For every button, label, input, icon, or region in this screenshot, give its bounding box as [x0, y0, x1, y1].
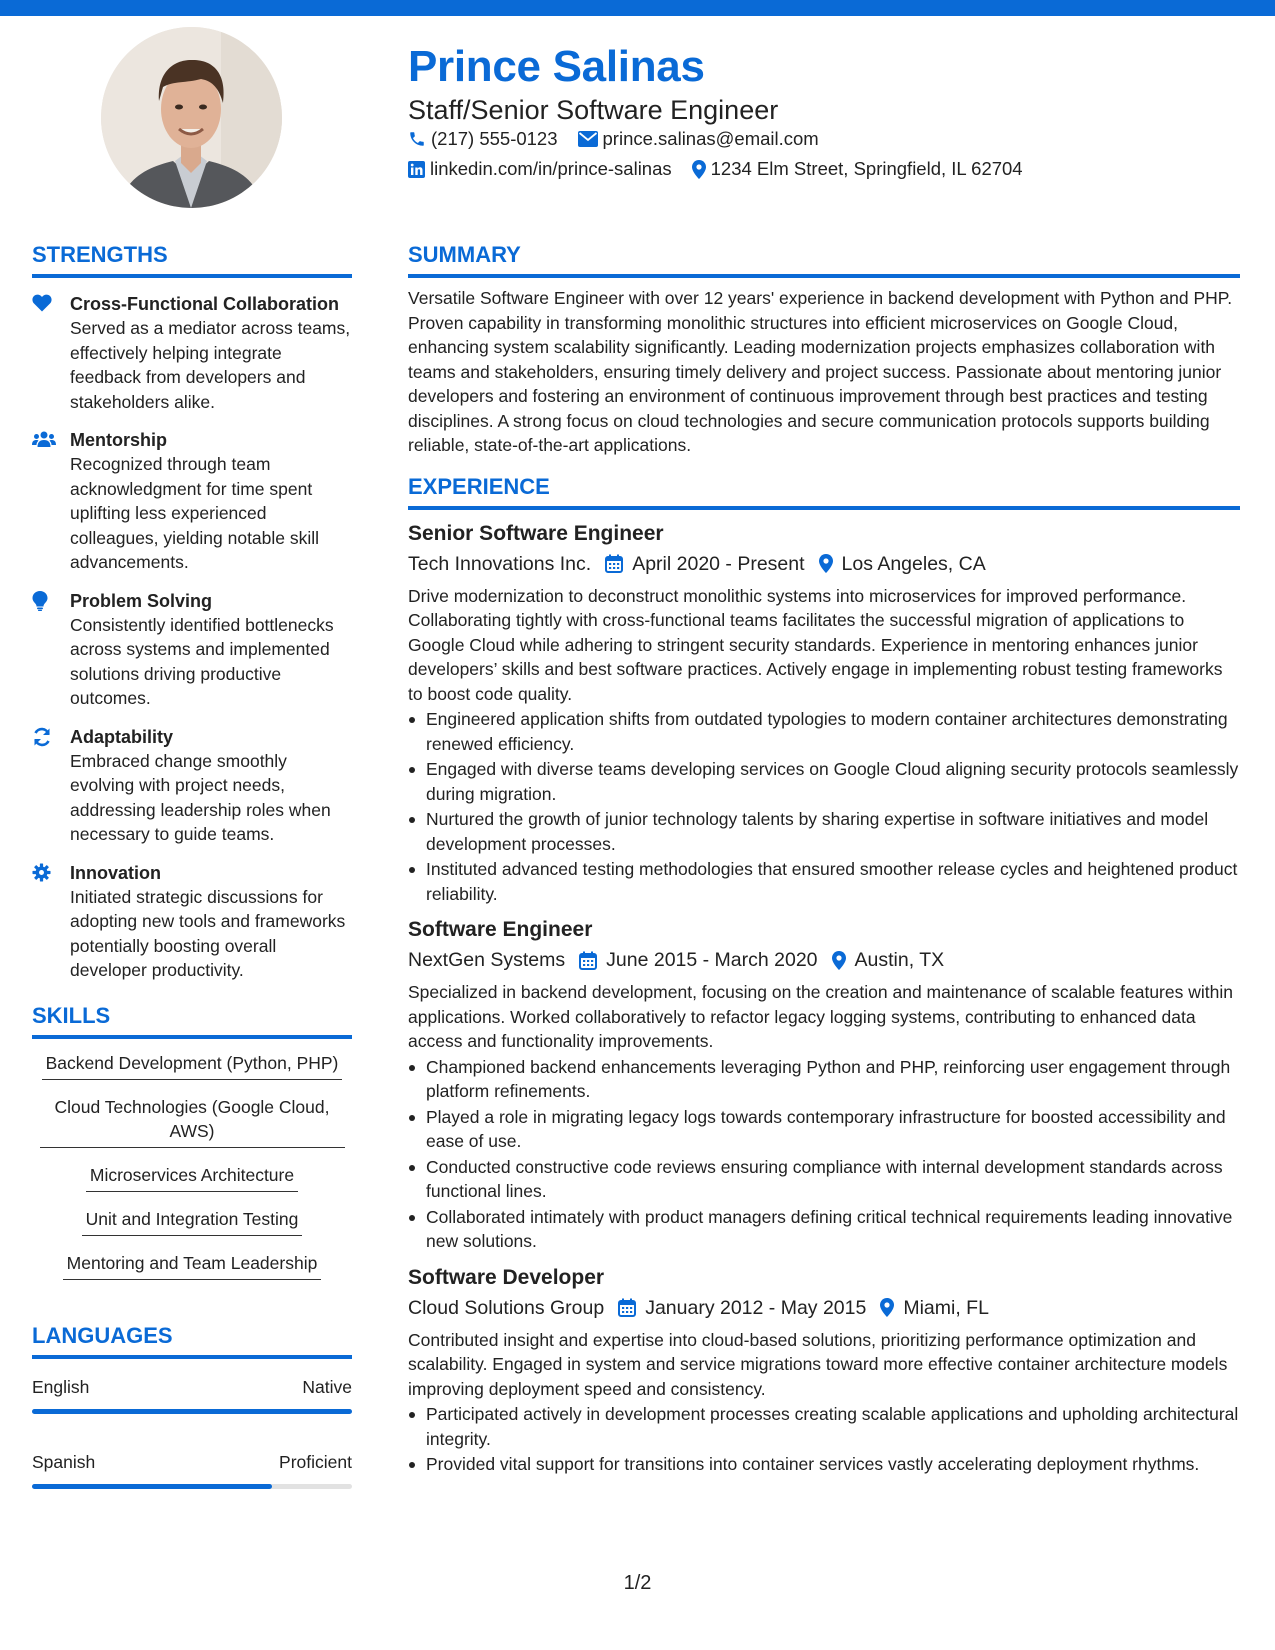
calendar-icon	[618, 1298, 636, 1317]
job-meta	[408, 944, 1240, 976]
job-location-wrap	[880, 1292, 989, 1324]
envelope-icon	[578, 131, 598, 147]
job-bullet: Engineered application shifts from outdated typologies to modern container architectures demonstrating renewed efficiency.	[408, 707, 1240, 756]
strength-item	[32, 589, 352, 711]
job-bullet: Conducted constructive code reviews ensuring compliance with internal development standards across functional lines.	[408, 1155, 1240, 1204]
experience-heading: EXPERIENCE	[408, 474, 1240, 510]
strengths-heading: STRENGTHS	[32, 242, 352, 278]
calendar-icon	[605, 554, 623, 573]
skill-item: Backend Development (Python, PHP)	[42, 1051, 343, 1080]
candidate-name: Prince Salinas	[408, 42, 705, 91]
top-accent-bar	[0, 0, 1275, 16]
language-name: Spanish	[32, 1451, 96, 1472]
heart-icon	[32, 294, 52, 312]
job-company: NextGen Systems	[408, 949, 566, 971]
strength-title: Innovation	[70, 862, 161, 883]
job-location-wrap	[819, 548, 986, 580]
language-bar-fill	[32, 1409, 352, 1414]
map-pin-icon	[880, 1298, 894, 1317]
phone-text: (217) 555-0123	[431, 128, 558, 149]
language-bar	[32, 1484, 352, 1489]
job-location: Miami, FL	[903, 1296, 989, 1319]
left-column	[32, 242, 352, 1525]
strength-item	[32, 725, 352, 847]
strength-desc: Recognized through team acknowledgment for time spent uplifting less experienced colleagues, yielding notable skill advancements.	[70, 454, 320, 572]
language-name: English	[32, 1376, 90, 1397]
profile-photo	[101, 27, 282, 208]
contact-row-2	[408, 158, 1043, 180]
lightbulb-icon	[32, 591, 48, 611]
job-location-wrap	[832, 944, 945, 976]
strength-item	[32, 861, 352, 983]
languages-list	[32, 1375, 352, 1489]
strength-desc: Consistently identified bottlenecks across systems and implemented solutions driving productive outcomes.	[70, 614, 334, 708]
right-column	[408, 242, 1240, 1478]
map-pin-icon	[819, 554, 833, 573]
linkedin-icon	[408, 161, 425, 178]
linkedin-contact[interactable]	[408, 158, 672, 180]
strength-title: Adaptability	[70, 726, 174, 747]
job-location: Los Angeles, CA	[841, 552, 986, 575]
job-title: Software Developer	[408, 1265, 605, 1289]
strength-title: Cross-Functional Collaboration	[70, 294, 340, 314]
job-title: Software Engineer	[408, 918, 593, 941]
job-dates-wrap	[618, 1292, 866, 1324]
job-bullet: Championed backend enhancements leveraging Python and PHP, reinforcing user engagement through platform refinements.	[408, 1055, 1240, 1104]
skill-item: Microservices Architecture	[86, 1163, 298, 1192]
strength-item	[32, 428, 352, 575]
job-dates: April 2020 - Present	[632, 552, 805, 575]
job-title: Senior Software Engineer	[408, 521, 664, 545]
email-text: prince.salinas@email.com	[602, 128, 819, 149]
email-contact[interactable]	[578, 128, 819, 150]
job-bullet: Participated actively in development processes creating scalable applications and upholding architectural integrity.	[408, 1402, 1240, 1451]
job-dates-wrap	[605, 548, 804, 580]
job-description: Contributed insight and expertise into cloud-based solutions, prioritizing performance optimization and scalability. Engaged in system and service migrations toward more effective container architecture models improving deployment speed and consistency.	[408, 1329, 1228, 1399]
strength-title: Problem Solving	[70, 590, 213, 611]
job-company: Tech Innovations Inc.	[408, 552, 592, 575]
skill-item: Mentoring and Team Leadership	[63, 1251, 322, 1280]
job-bullet: Provided vital support for transitions into container services vastly accelerating deployment rhythms.	[408, 1452, 1240, 1477]
summary-text: Versatile Software Engineer with over 12 years' experience in backend development with Python and PHP. Proven capability in transforming monolithic structures into efficient microservices on Google Cloud, enhancing system scalability significantly. Leading modernization projects emphasizes collaboration with teams and stakeholders, ensuring timely delivery and project success. Passionate about mentoring junior developers and fostering an environment of continuous improvement through best practices and testing disciplines. A strong focus on cloud technologies and secure communication protocols supports building reliable, state-of-the-art applications.	[408, 288, 1233, 455]
languages-heading: LANGUAGES	[32, 1323, 352, 1359]
job-dates-wrap	[579, 944, 817, 976]
language-bar	[32, 1409, 352, 1414]
job-entry	[408, 916, 1240, 1254]
gear-icon	[32, 863, 51, 882]
strength-item	[32, 292, 352, 414]
job-description: Specialized in backend development, focusing on the creation and maintenance of scalable features within applications. Worked collaboratively to refactor legacy logging systems, contributing to enhanced data access and functionality improvements.	[408, 982, 1233, 1051]
users-icon	[32, 430, 56, 448]
skills-list	[32, 1051, 352, 1295]
job-dates: June 2015 - March 2020	[606, 949, 818, 971]
strengths-list	[32, 292, 352, 983]
job-bullet: Instituted advanced testing methodologies that ensured smoother release cycles and heightened product reliability.	[408, 857, 1240, 906]
job-company: Cloud Solutions Group	[408, 1296, 605, 1319]
job-description: Drive modernization to deconstruct monolithic systems into microservices for improved performance. Collaborating tightly with cross-functional teams facilitates the successful migration of applications to Google Cloud while adhering to stringent security standards. Experience in mentoring enhances junior developers’ skills and best software practices. Actively engage in implementing robust testing frameworks to boost code quality.	[408, 585, 1223, 704]
strength-desc: Embraced change smoothly evolving with project needs, addressing leadership roles when necessary to guide teams.	[70, 750, 331, 844]
job-meta	[408, 548, 1240, 580]
page-number: 1/2	[623, 1572, 652, 1594]
job-bullet: Played a role in migrating legacy logs towards contemporary infrastructure for boosted accessibility and ease of use.	[408, 1105, 1240, 1154]
language-level: Proficient	[279, 1451, 352, 1472]
job-dates: January 2012 - May 2015	[645, 1296, 867, 1319]
job-bullets	[408, 1402, 1240, 1477]
skills-heading: SKILLS	[32, 1003, 352, 1039]
skill-item: Cloud Technologies (Google Cloud, AWS)	[40, 1095, 345, 1148]
phone-icon	[408, 130, 426, 148]
job-meta	[408, 1292, 1240, 1324]
job-bullet: Nurtured the growth of junior technology talents by sharing expertise in software initiatives and model development processes.	[408, 807, 1240, 856]
calendar-icon	[579, 951, 597, 970]
job-bullets	[408, 1055, 1240, 1254]
address-contact	[692, 158, 1023, 180]
skill-item: Unit and Integration Testing	[82, 1207, 303, 1236]
summary-heading: SUMMARY	[408, 242, 1240, 278]
job-bullet: Engaged with diverse teams developing services on Google Cloud aligning security protocols seamlessly during migration.	[408, 757, 1240, 806]
contact-row-1	[408, 128, 839, 150]
language-row	[32, 1450, 352, 1474]
strength-desc: Initiated strategic discussions for adopting new tools and frameworks potentially boosting overall developer productivity.	[70, 886, 346, 980]
job-entry	[408, 520, 1240, 907]
address-text: 1234 Elm Street, Springfield, IL 62704	[710, 158, 1023, 179]
language-bar-fill	[32, 1484, 272, 1489]
job-entry	[408, 1264, 1240, 1477]
sync-icon	[32, 727, 52, 747]
job-bullets	[408, 707, 1240, 906]
map-pin-icon	[832, 951, 846, 970]
job-bullet: Collaborated intimately with product managers defining critical technical requirements leading innovative new solutions.	[408, 1205, 1240, 1254]
phone-contact[interactable]	[408, 128, 558, 150]
linkedin-text: linkedin.com/in/prince-salinas	[430, 158, 672, 179]
job-location: Austin, TX	[854, 949, 945, 971]
strength-desc: Served as a mediator across teams, effectively helping integrate feedback from developers and stakeholders alike.	[70, 318, 351, 412]
language-row	[32, 1375, 352, 1399]
language-level: Native	[302, 1376, 352, 1397]
map-pin-icon	[692, 160, 706, 179]
strength-title: Mentorship	[70, 430, 167, 450]
candidate-title: Staff/Senior Software Engineer	[408, 95, 779, 125]
